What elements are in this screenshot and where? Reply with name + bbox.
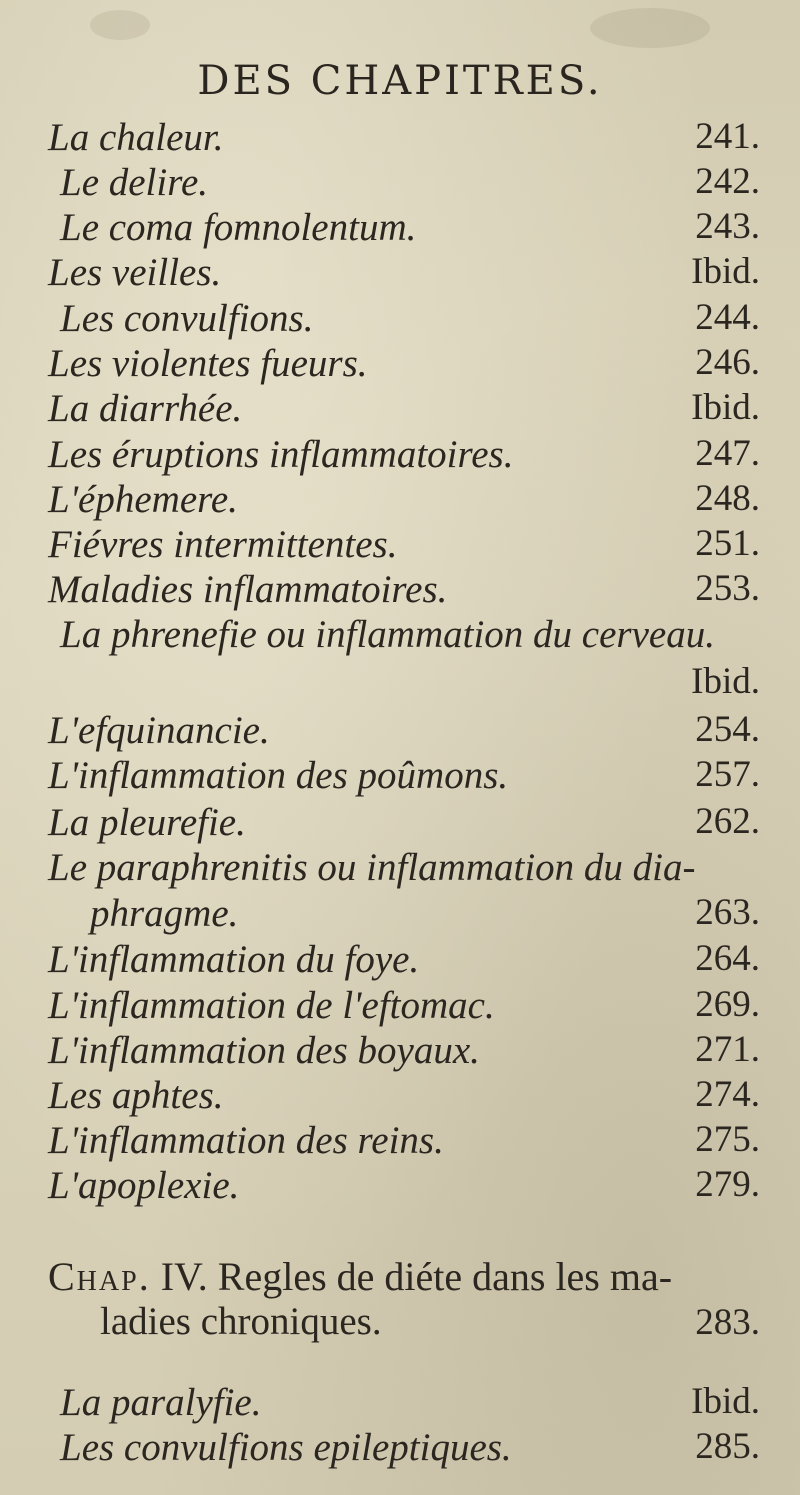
entry-page: 253. [695, 568, 760, 609]
paper-stain [590, 8, 710, 48]
entry-title: L'inflammation des reins. [48, 1119, 444, 1162]
entry-page: 285. [695, 1426, 760, 1467]
entry-title: La phrenefie ou inflammation du cerveau. [60, 613, 715, 656]
entry-title: Les veilles. [48, 251, 222, 294]
entry-page: Ibid. [691, 387, 760, 428]
entry-page: 262. [695, 801, 760, 842]
entry-title: L'apoplexie. [48, 1164, 240, 1207]
entry-page: 264. [695, 938, 760, 979]
entry-page: 251. [695, 523, 760, 564]
entry-title: L'efquinancie. [48, 709, 270, 752]
chapter-label: Chap. [48, 1254, 151, 1299]
toc-entry [0, 1425, 800, 1475]
entry-page: 254. [695, 709, 760, 750]
entry-title: Maladies inflammatoires. [48, 568, 448, 611]
toc-entry [0, 1118, 800, 1168]
entry-title: L'éphemere. [48, 478, 238, 521]
entry-title: Fiévres intermittentes. [48, 523, 398, 566]
entry-title: Le coma fomnolentum. [60, 206, 417, 249]
entry-page: 246. [695, 342, 760, 383]
entry-title: L'inflammation de l'eftomac. [48, 984, 495, 1027]
entry-title: L'inflammation des boyaux. [48, 1029, 480, 1072]
toc-entry [0, 205, 800, 255]
entry-page: 275. [695, 1119, 760, 1160]
toc-entry [0, 1028, 800, 1078]
entry-title: Les convulfions epileptiques. [60, 1426, 512, 1469]
entry-title-continuation: phragme. [90, 892, 239, 935]
toc-entry [0, 432, 800, 482]
entry-title: La pleurefie. [48, 801, 246, 844]
chapter-number: IV. [160, 1254, 208, 1299]
entry-title: La paralyfie. [60, 1381, 262, 1424]
entry-page: 248. [695, 478, 760, 519]
entry-title: La chaleur. [48, 116, 224, 159]
entry-page: 271. [695, 1029, 760, 1070]
chapter-heading [0, 1253, 800, 1353]
toc-entry [0, 708, 800, 758]
entry-page: 279. [695, 1164, 760, 1205]
entry-page: Ibid. [691, 661, 760, 702]
chapter-page: 283. [695, 1302, 760, 1343]
toc-entry [0, 1073, 800, 1123]
chapter-title-line2: ladies chroniques. [100, 1300, 382, 1343]
entry-title: Les violentes fueurs. [48, 342, 368, 385]
entry-title: La diarrhée. [48, 387, 243, 430]
entry-page: Ibid. [691, 251, 760, 292]
toc-entry [0, 160, 800, 210]
toc-entry [0, 937, 800, 987]
toc-entry [0, 341, 800, 391]
entry-title: Le paraphrenitis ou inflammation du dia- [48, 846, 696, 889]
toc-entry [0, 845, 800, 945]
entry-title: Le delire. [60, 161, 209, 204]
entry-page: 244. [695, 297, 760, 338]
entry-page: 274. [695, 1074, 760, 1115]
entry-page: 243. [695, 206, 760, 247]
entry-page: 242. [695, 161, 760, 202]
entry-title: Les aphtes. [48, 1074, 224, 1117]
entry-page: 241. [695, 116, 760, 157]
toc-entry [0, 522, 800, 572]
toc-entry [0, 567, 800, 617]
entry-page: 269. [695, 984, 760, 1025]
toc-entry [0, 477, 800, 527]
toc-entry [0, 800, 800, 850]
toc-entry [0, 250, 800, 300]
paper-stain [90, 10, 150, 40]
toc-entry [0, 1380, 800, 1430]
toc-entry [0, 296, 800, 346]
toc-entry [0, 1163, 800, 1213]
entry-page: 263. [695, 892, 760, 933]
entry-page: 247. [695, 433, 760, 474]
toc-entry [0, 386, 800, 436]
toc-entry [0, 612, 800, 712]
entry-title: Les convulfions. [60, 297, 314, 340]
chapter-title: Regles de diéte dans les ma- [217, 1254, 673, 1299]
toc-entry [0, 753, 800, 803]
entry-title: L'inflammation des poûmons. [48, 754, 509, 797]
entry-title: L'inflammation du foye. [48, 938, 420, 981]
entry-title: Les éruptions inflammatoires. [48, 433, 514, 476]
toc-entry [0, 983, 800, 1033]
chapter-title-line1 [48, 1253, 672, 1300]
entry-page: Ibid. [691, 1381, 760, 1422]
toc-entry [0, 115, 800, 165]
entry-page: 257. [695, 754, 760, 795]
page-header: DES CHAPITRES. [197, 58, 603, 104]
